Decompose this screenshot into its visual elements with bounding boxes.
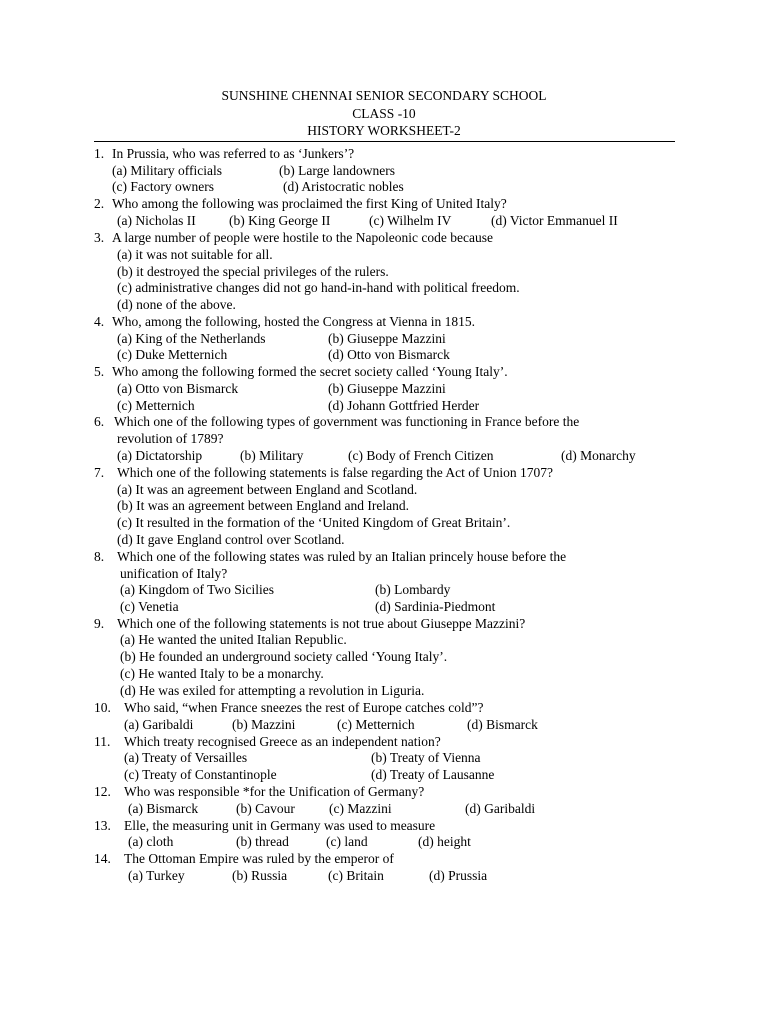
option: (c) administrative changes did not go hand-in-hand with political freedom. bbox=[117, 280, 520, 295]
option: (d) Sardinia-Piedmont bbox=[375, 599, 496, 614]
question-number: 14. bbox=[94, 851, 111, 866]
option: (b) it destroyed the special privileges of the rulers. bbox=[117, 264, 389, 279]
option: (d) It gave England control over Scotland. bbox=[117, 532, 345, 547]
option: (c) land bbox=[326, 834, 368, 849]
question-number: 1. bbox=[94, 146, 105, 161]
option: (d) height bbox=[418, 834, 471, 849]
question-number: 2. bbox=[94, 196, 105, 211]
option: (b) thread bbox=[236, 834, 289, 849]
question-text: Who, among the following, hosted the Congress at Vienna in 1815. bbox=[112, 314, 476, 329]
option: (d) Treaty of Lausanne bbox=[371, 767, 495, 782]
option: (a) Military officials bbox=[112, 163, 222, 178]
option: (c) It resulted in the formation of the ‘United Kingdom of Great Britain’. bbox=[117, 515, 511, 530]
option: (a) cloth bbox=[128, 834, 174, 849]
option: (d) He was exiled for attempting a revolution in Liguria. bbox=[120, 683, 425, 698]
option: (c) Metternich bbox=[117, 398, 195, 413]
option: (b) Cavour bbox=[236, 801, 295, 816]
option: (c) Wilhelm IV bbox=[369, 213, 452, 228]
option: (a) He wanted the united Italian Republic. bbox=[120, 632, 347, 647]
question-text: A large number of people were hostile to the Napoleonic code because bbox=[112, 230, 493, 245]
option: (c) Venetia bbox=[120, 599, 179, 614]
option: (b) Giuseppe Mazzini bbox=[328, 381, 446, 396]
option: (c) Treaty of Constantinople bbox=[124, 767, 277, 782]
option: (d) Johann Gottfried Herder bbox=[328, 398, 480, 413]
question-number: 9. bbox=[94, 616, 105, 631]
question-number: 8. bbox=[94, 549, 105, 564]
option: (c) Factory owners bbox=[112, 179, 214, 194]
question-text: Who said, “when France sneezes the rest of Europe catches cold”? bbox=[124, 700, 484, 715]
option: (c) He wanted Italy to be a monarchy. bbox=[120, 666, 324, 681]
option: (a) It was an agreement between England and Scotland. bbox=[117, 482, 418, 497]
question-text: Which one of the following statements is not true about Giuseppe Mazzini? bbox=[117, 616, 526, 631]
option: (a) Otto von Bismarck bbox=[117, 381, 239, 396]
option: (c) Mazzini bbox=[329, 801, 392, 816]
question-text: Which one of the following states was ruled by an Italian princely house before the bbox=[117, 549, 567, 564]
option: (a) Treaty of Versailles bbox=[124, 750, 248, 765]
question-text: Which one of the following types of government was functioning in France before the bbox=[114, 414, 580, 429]
question-number: 10. bbox=[94, 700, 111, 715]
option: (b) Giuseppe Mazzini bbox=[328, 331, 446, 346]
class-label: CLASS -10 bbox=[352, 106, 416, 121]
option: (c) Body of French Citizen bbox=[348, 448, 494, 463]
option: (b) Mazzini bbox=[232, 717, 296, 732]
option: (b) Large landowners bbox=[279, 163, 395, 178]
option: (d) Monarchy bbox=[561, 448, 636, 463]
option: (b) Lombardy bbox=[375, 582, 451, 597]
option: (a) Garibaldi bbox=[124, 717, 194, 732]
option: (a) Dictatorship bbox=[117, 448, 203, 463]
question-text: Who among the following formed the secret society called ‘Young Italy’. bbox=[112, 364, 508, 379]
option: (a) Nicholas II bbox=[117, 213, 196, 228]
question-text: Which treaty recognised Greece as an independent nation? bbox=[124, 734, 441, 749]
option: (d) Prussia bbox=[429, 868, 488, 883]
question-text: Who was responsible *for the Unification of Germany? bbox=[124, 784, 425, 799]
option: (a) Bismarck bbox=[128, 801, 199, 816]
header-divider bbox=[94, 141, 675, 142]
question-text-continued: unification of Italy? bbox=[120, 566, 228, 581]
option: (b) Treaty of Vienna bbox=[371, 750, 481, 765]
question-number: 4. bbox=[94, 314, 105, 329]
question-text-continued: revolution of 1789? bbox=[117, 431, 224, 446]
option: (c) Britain bbox=[328, 868, 384, 883]
worksheet-title: HISTORY WORKSHEET-2 bbox=[307, 123, 461, 138]
option: (b) He founded an underground society called ‘Young Italy’. bbox=[120, 649, 448, 664]
option: (d) Aristocratic nobles bbox=[283, 179, 404, 194]
question-number: 12. bbox=[94, 784, 111, 799]
option: (d) none of the above. bbox=[117, 297, 236, 312]
option: (d) Bismarck bbox=[467, 717, 538, 732]
option: (b) Military bbox=[240, 448, 304, 463]
option: (d) Otto von Bismarck bbox=[328, 347, 450, 362]
question-text: The Ottoman Empire was ruled by the emperor of bbox=[124, 851, 394, 866]
question-text: Which one of the following statements is false regarding the Act of Union 1707? bbox=[117, 465, 554, 480]
option: (d) Garibaldi bbox=[465, 801, 536, 816]
question-number: 6. bbox=[94, 414, 105, 429]
question-number: 11. bbox=[94, 734, 111, 749]
question-text: Who among the following was proclaimed the first King of United Italy? bbox=[112, 196, 507, 211]
option: (b) Russia bbox=[232, 868, 288, 883]
option: (a) King of the Netherlands bbox=[117, 331, 266, 346]
option: (c) Duke Metternich bbox=[117, 347, 228, 362]
question-number: 3. bbox=[94, 230, 105, 245]
option: (d) Victor Emmanuel II bbox=[491, 213, 618, 228]
option: (a) it was not suitable for all. bbox=[117, 247, 273, 262]
option: (b) It was an agreement between England and Ireland. bbox=[117, 498, 409, 513]
question-number: 13. bbox=[94, 818, 111, 833]
question-text: In Prussia, who was referred to as ‘Junkers’? bbox=[112, 146, 355, 161]
school-name: SUNSHINE CHENNAI SENIOR SECONDARY SCHOOL bbox=[221, 88, 547, 103]
question-number: 7. bbox=[94, 465, 105, 480]
question-number: 5. bbox=[94, 364, 105, 379]
option: (c) Metternich bbox=[337, 717, 415, 732]
option: (b) King George II bbox=[229, 213, 331, 228]
question-text: Elle, the measuring unit in Germany was used to measure bbox=[124, 818, 436, 833]
option: (a) Turkey bbox=[128, 868, 185, 883]
option: (a) Kingdom of Two Sicilies bbox=[120, 582, 275, 597]
